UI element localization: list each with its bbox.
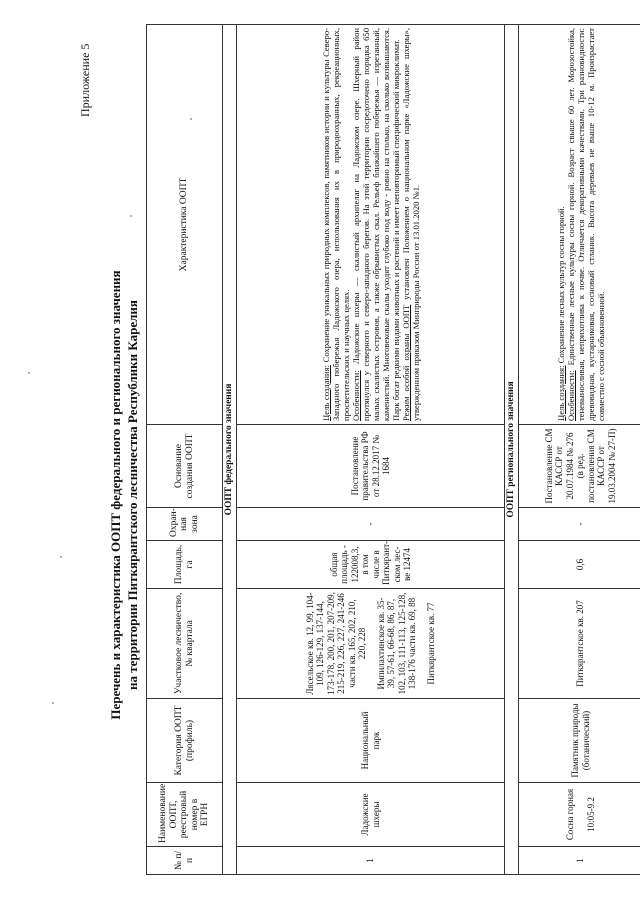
section-title-regional: ООПТ регионального значения (505, 25, 519, 875)
header-characteristic: Характеристика ООПТ (147, 25, 223, 425)
features-text: Ладожские шхеры — скалистый архипелаг на Ладожском озере. Шхерный район протянулся у северного и северо-западного берегов. На этой территории сосредоточено порядка 650 малых скалистых островов, а также обрывистых скал. Рельеф ближайшего побережья — изрезанный, каменистый. Многовековые скалы уходят глубоко под воду - ровно на столько, на сколько возвышаются. Парк богат редкими видами животных и растений и имеет неповторимый специфический микроклимат. (350, 28, 401, 421)
section-row-regional (505, 25, 519, 875)
title-line-2: на территории Питкярантского лесничества Республики Карелия (125, 300, 140, 690)
oopt-registry-number: 10:05-9.2 (585, 797, 596, 832)
oopt-name: Ладожские шхеры (237, 783, 505, 847)
scan-speck (130, 215, 132, 217)
oopt-category: Памятник природы (ботанический) (519, 699, 640, 783)
row-num: 1 (519, 847, 640, 875)
table-row (519, 25, 640, 875)
oopt-category: Национальный парк (237, 699, 505, 783)
title-line-1: Перечень и характеристика ООПТ федерального и регионального значения (108, 270, 123, 720)
header-num: № п/п (147, 847, 223, 875)
oopt-characteristic (519, 25, 640, 425)
oopt-zone: - (519, 508, 640, 541)
location-impilahtinskoe: Импилахтинское кв. 35-39, 57-61, 66-68, 86, 87, 102, 103, 111-113, 125-128, 138-176 части кв. 69, 88 (375, 592, 418, 695)
section-title-federal: ООПТ федерального значения (223, 25, 237, 875)
row-num: 1 (237, 847, 505, 875)
oopt-location: Питкярантское кв. 207 (519, 589, 640, 699)
oopt-basis: Постановление правительства РФ от 28.12.2017 № 1684 (237, 425, 505, 508)
header-category: Категория ООПТ (профиль) (147, 699, 223, 783)
header-basis: Основание создания ООПТ (147, 425, 223, 508)
location-lyaselskoe: Лясельское кв. 12, 99, 104-109, 126-129, 137-144, 173-178, 200, 201, 207-209, 215-219, 226, 227, 241-246 части кв. 165, 202, 210, 220, 228 (304, 592, 368, 695)
scan-speck (60, 556, 62, 558)
header-name: Наименование ООПТ, реестровый номер в ЕГРН (147, 783, 223, 847)
regime-text: установлен Положением о национальном парке «Ладожские шхеры», утвержденном приказом Минприроды России от 13.01.2020 №1. (400, 28, 421, 421)
oopt-name: Сосна горная (565, 788, 575, 841)
appendix-label: Приложение 5 (78, 43, 92, 117)
oopt-table (146, 24, 640, 875)
goal-label: Цель создания: (555, 365, 566, 421)
oopt-area: 0,6 (519, 541, 640, 589)
table-header-row (147, 25, 223, 875)
section-row-federal (223, 25, 237, 875)
scan-speck (52, 702, 54, 704)
oopt-characteristic (237, 25, 505, 425)
table-row (237, 25, 505, 875)
features-label: Особенности: (565, 370, 576, 421)
header-area: Площадь, га (147, 541, 223, 589)
scan-speck (190, 118, 192, 120)
goal-label: Цель создания: (320, 365, 331, 421)
regime-label: Режим особой охраны ООПТ (400, 304, 411, 421)
features-text: Единственные лесные культуры сосны горной. Возраст свыше 60 лет. Морозостойка, теневыносливая, неприхотлива к почве. Отличается декоративными качествами. Три разновидности: древовидная, кустарниковая, сосновый стланик. Высота деревьев не выше 10-12 м. Произрастает совместно с сосной обыкновенной. (565, 28, 606, 421)
goal-text: Сохранение лесных культур сосны горной. (555, 206, 566, 366)
oopt-name-cell (519, 783, 640, 847)
header-location: Участковое лесничество, № квартала (147, 589, 223, 699)
location-pitkyarantskoe: Питкярантское кв. 77 (425, 602, 436, 685)
oopt-basis: Постановление СМ КАССР от 20.07.1984 № 276 (в ред. постановления СМ КАССР от 19.03.2004 № 27-П) (519, 425, 640, 508)
document-title (107, 145, 141, 845)
goal-text: Сохранение уникальных природных комплексов, памятников истории и культуры Северо-Западного побережья Ладожского озера, использования их в природоохранных, рекреационных, просветительских и научных целях. (320, 28, 351, 421)
header-zone: Охран-ная зона (147, 508, 223, 541)
oopt-zone: - (237, 508, 505, 541)
oopt-location (237, 589, 505, 699)
scan-speck (28, 372, 30, 374)
oopt-area: общая площадь - 122008,3, в том числе в Питкярант-ском лес-ве 12474 (237, 541, 505, 589)
features-label: Особенности: (350, 370, 361, 421)
